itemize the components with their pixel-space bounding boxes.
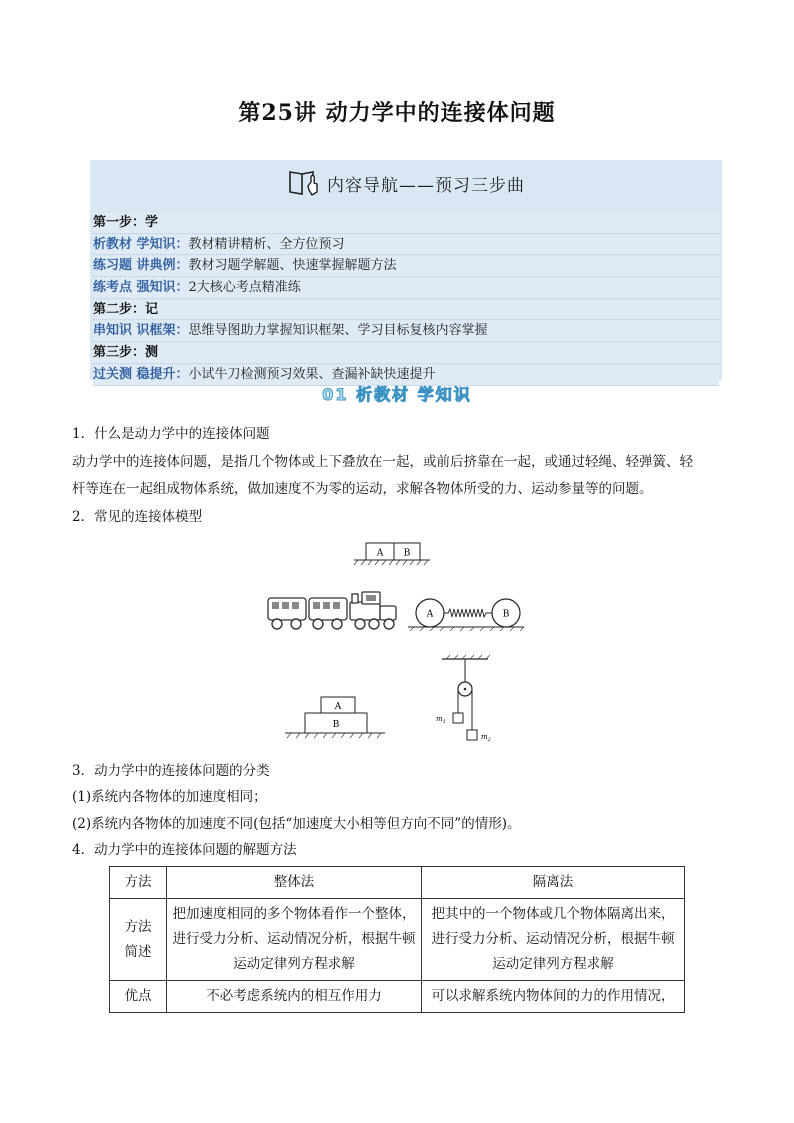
m2-label: $m_2$ (481, 733, 491, 743)
row-label-line: 简述 (124, 943, 152, 960)
cell-line: 运动定律列方程求解 (233, 956, 355, 972)
m1-label: $m_1$ (436, 715, 446, 725)
cell-line: 把其中的一个物体或几个物体隔离出来， (431, 906, 675, 922)
table-cell (422, 899, 685, 981)
q4-heading: 4．动力学中的连接体问题的解题方法 (72, 842, 297, 858)
ball-a-label: A (426, 609, 434, 620)
nav-row-key: 串知识 识框架： (93, 323, 189, 339)
cell-line: 运动定律列方程求解 (492, 956, 614, 972)
nav-row-value: 小试牛刀检测预习效果、查漏补缺快速提升 (188, 366, 436, 382)
q3-heading: 3．动力学中的连接体问题的分类 (72, 763, 270, 779)
table-header-cell: 整体法 (167, 867, 422, 899)
row-label-line: 方法 (124, 918, 152, 935)
nav-row (93, 235, 719, 256)
table-header-cell: 隔离法 (422, 867, 685, 899)
nav-row-value: 2大核心考点精准练 (188, 280, 301, 296)
diagram-blocks-side-by-side (352, 540, 432, 568)
table-header-cell: 方法 (110, 867, 167, 899)
nav-row (93, 321, 719, 342)
table-cell: 可以求解系统内物体间的力的作用情况， (422, 981, 685, 1013)
nav-rows (93, 213, 719, 387)
q1-heading: 1．什么是动力学中的连接体问题 (72, 426, 270, 442)
block-b-label: B (403, 548, 411, 559)
q2-heading: 2．常见的连接体模型 (72, 509, 203, 525)
block-a-label: A (376, 548, 384, 559)
content-navigation-box (90, 160, 722, 380)
table-row-label (110, 899, 167, 981)
table-row-label: 优点 (110, 981, 167, 1013)
nav-row (93, 300, 719, 321)
table-header-row (110, 867, 685, 899)
nav-row-key: 过关测 稳提升： (93, 366, 189, 382)
cell-line: 进行受力分析、运动情况分析，根据牛顿 (431, 931, 675, 947)
diagram-stacked-blocks (283, 694, 387, 742)
nav-row-key: 练习题 讲典例： (93, 258, 189, 274)
nav-row-key: 练考点 强知识： (93, 280, 189, 296)
diagram-train (266, 588, 400, 634)
cell-line: 进行受力分析、运动情况分析，根据牛顿 (172, 931, 416, 947)
stack-a-label: A (334, 702, 342, 712)
stack-b-label: B (332, 720, 340, 730)
q1-text-line1: 动力学中的连接体问题，是指几个物体或上下叠放在一起，或前后挤靠在一起，或通过轻绳、轻弹簧、轻 (72, 454, 693, 470)
ball-b-label: B (502, 609, 510, 620)
table-cell (167, 899, 422, 981)
page-title: 第25讲 动力学中的连接体问题 (238, 100, 556, 126)
nav-row (93, 256, 719, 277)
nav-row (93, 213, 719, 234)
diagram-balls-spring (404, 596, 526, 632)
nav-row (93, 343, 719, 364)
nav-row-value: 教材精讲精析、全方位预习 (188, 236, 345, 252)
diagram-pulley (432, 654, 506, 744)
table-row (110, 899, 685, 981)
nav-row-value: 思维导图助力掌握知识框架、学习目标复核内容掌握 (188, 323, 488, 339)
nav-row-key: 第三步：测 (93, 345, 159, 361)
q3-item2: (2)系统内各物体的加速度不同(包括“加速度大小相等但方向不同”的情形)。 (72, 816, 521, 832)
nav-row-value: 教材习题学解题、快速掌握解题方法 (188, 258, 397, 274)
nav-row (93, 278, 719, 299)
nav-row-key: 第一步：学 (93, 215, 159, 230)
nav-row-key: 析教材 学知识： (93, 236, 189, 252)
nav-row-key: 第二步：记 (93, 301, 159, 317)
table-row (110, 981, 685, 1013)
nav-heading (90, 160, 722, 206)
q1-text-line2: 杆等连在一起组成物体系统，做加速度不为零的运动，求解各物体所受的力、运动参量等的问题。 (72, 481, 653, 497)
cell-line: 把加速度相同的多个物体看作一个整体， (172, 906, 416, 922)
nav-heading-text: 内容导航——预习三步曲 (327, 175, 525, 196)
book-pointer-icon (287, 168, 321, 198)
table-cell: 不必考虑系统内的相互作用力 (167, 981, 422, 1013)
section-banner: 01 析教材 学知识 (322, 385, 472, 404)
method-table (109, 866, 685, 1013)
q3-item1: (1)系统内各物体的加速度相同； (72, 789, 267, 805)
